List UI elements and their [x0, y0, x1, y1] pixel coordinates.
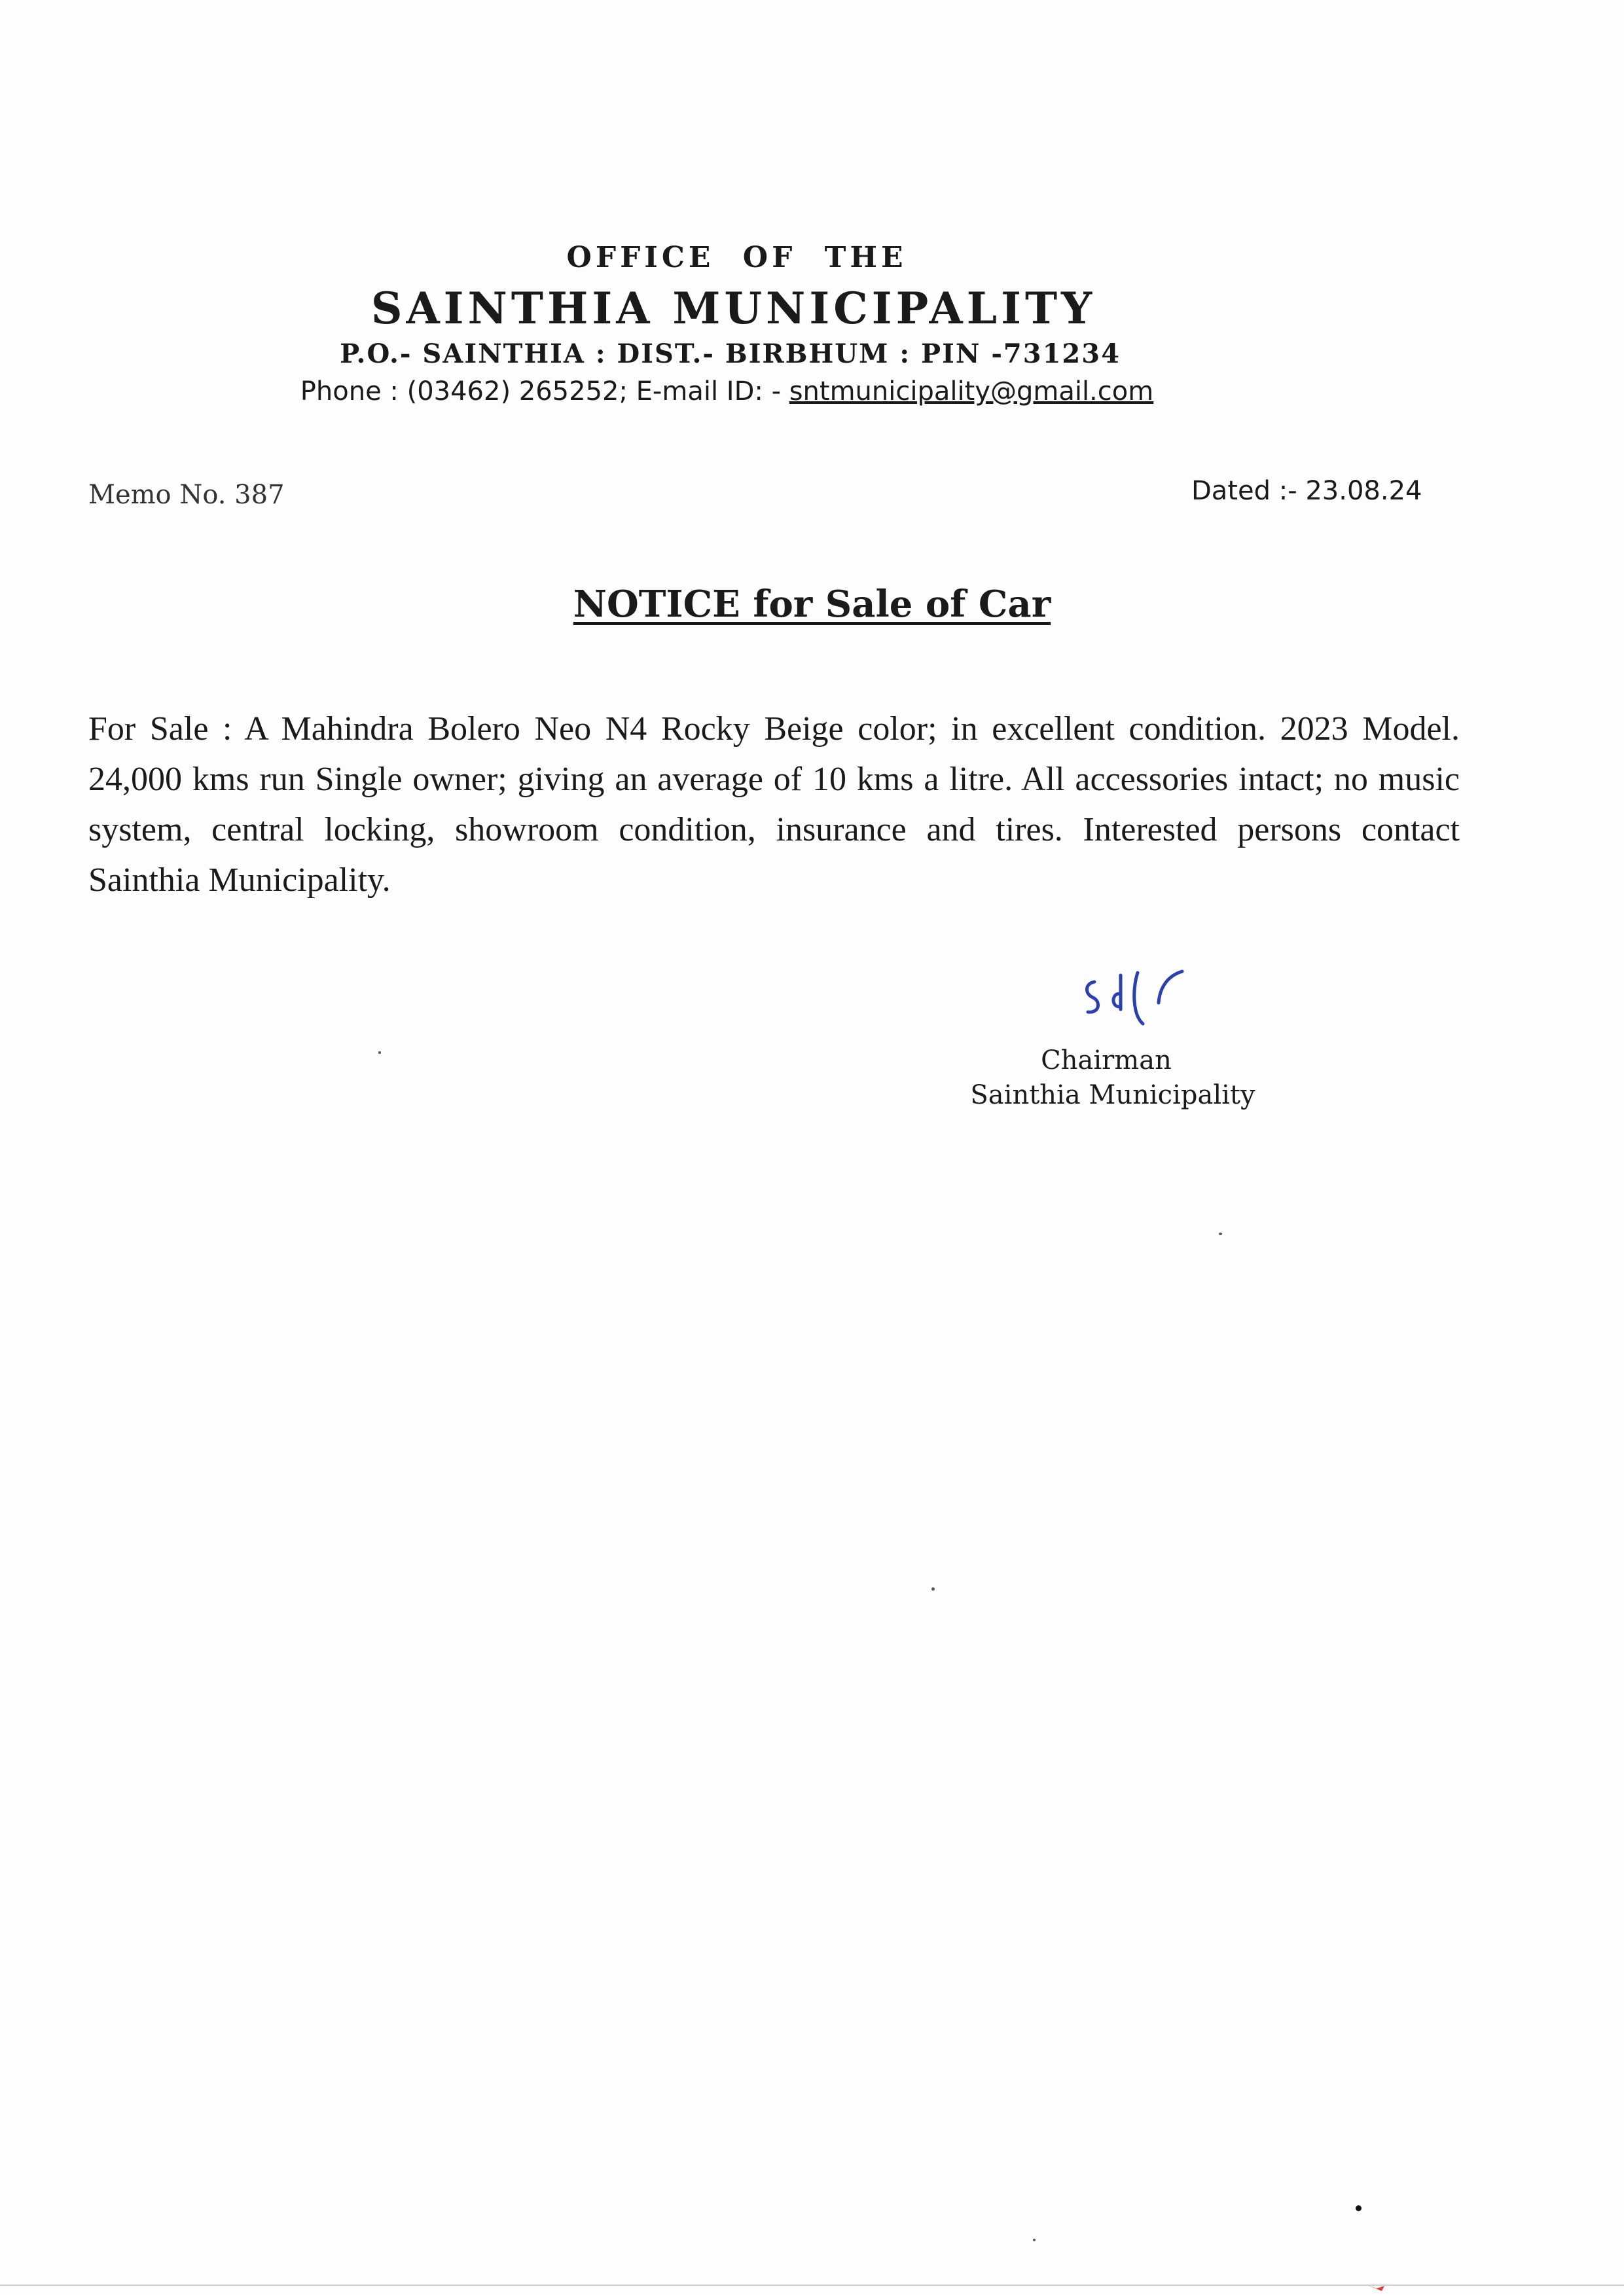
signatory-organization: Sainthia Municipality: [970, 1080, 1255, 1110]
memo-number: Memo No. 387: [88, 480, 285, 510]
scan-speck: [1219, 1233, 1222, 1235]
contact-line: [0, 376, 1539, 407]
memo-date: Dated :- 23.08.24: [1191, 476, 1422, 506]
stamp-mark: [1365, 2283, 1391, 2292]
municipality-name: SAINTHIA MUNICIPALITY: [370, 283, 1096, 334]
email-link[interactable]: sntmunicipality@gmail.com: [789, 376, 1154, 407]
scan-speck: [1033, 2239, 1036, 2241]
scan-speck: [931, 1587, 935, 1591]
signature: [1080, 956, 1211, 1034]
scan-speck: [378, 1051, 381, 1054]
signatory-role: Chairman: [1041, 1045, 1172, 1075]
notice-body: For Sale : A Mahindra Bolero Neo N4 Rocky Beige color; in excellent condition. 2023 Model. 24,000 kms run Single owner; giving an average of 10 kms a litre. All accessories intact; no music system, central locking, showroom condition, insurance and tires. Interested persons contact Sainthia Municipality.: [88, 710, 1460, 899]
office-line: OFFICE OF THE: [566, 241, 907, 274]
scan-speck: [1356, 2205, 1362, 2211]
phone-text: Phone : (03462) 265252; E-mail ID: -: [300, 376, 789, 407]
postal-address: P.O.- SAINTHIA : DIST.- BIRBHUM : PIN -731234: [340, 338, 1121, 369]
notice-title: NOTICE for Sale of Car: [573, 583, 1051, 626]
